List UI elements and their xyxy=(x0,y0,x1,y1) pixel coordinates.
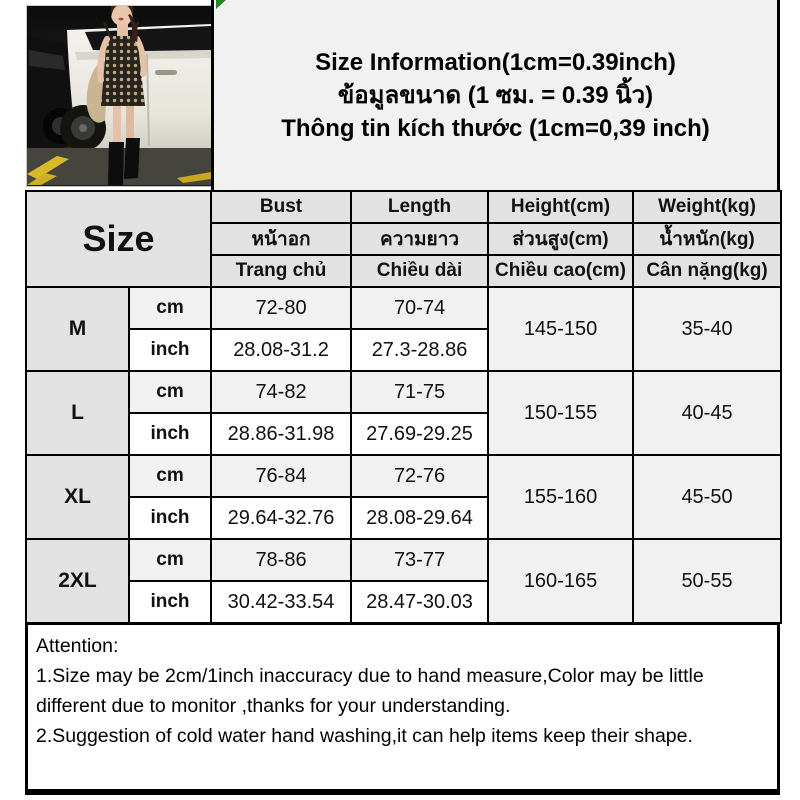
unit-inch-label: inch xyxy=(129,329,211,371)
unit-cm-label: cm xyxy=(129,371,211,413)
product-photo xyxy=(26,5,212,187)
size-label-l: L xyxy=(26,371,129,455)
attention-box xyxy=(25,622,780,795)
bust-inch-xl: 29.64-32.76 xyxy=(211,497,351,539)
size-table xyxy=(25,190,782,624)
title-cell xyxy=(211,0,780,191)
length-cm-m: 70-74 xyxy=(351,287,488,329)
bust-cm-m: 72-80 xyxy=(211,287,351,329)
col-weight-th: น้ำหนัก(kg) xyxy=(633,223,781,255)
weight-xl: 45-50 xyxy=(633,455,781,539)
unit-inch-label: inch xyxy=(129,413,211,455)
size-label-2xl: 2XL xyxy=(26,539,129,623)
size-header: Size xyxy=(26,191,211,287)
weight-2xl: 50-55 xyxy=(633,539,781,623)
length-cm-2xl: 73-77 xyxy=(351,539,488,581)
col-length-en: Length xyxy=(351,191,488,223)
length-inch-2xl: 28.47-30.03 xyxy=(351,581,488,623)
col-bust-vi: Trang chủ xyxy=(211,255,351,287)
bust-inch-l: 28.86-31.98 xyxy=(211,413,351,455)
bust-inch-m: 28.08-31.2 xyxy=(211,329,351,371)
length-inch-l: 27.69-29.25 xyxy=(351,413,488,455)
col-height-th: ส่วนสูง(cm) xyxy=(488,223,633,255)
height-l: 150-155 xyxy=(488,371,633,455)
size-label-m: M xyxy=(26,287,129,371)
bust-cm-l: 74-82 xyxy=(211,371,351,413)
weight-l: 40-45 xyxy=(633,371,781,455)
col-bust-en: Bust xyxy=(211,191,351,223)
bust-cm-xl: 76-84 xyxy=(211,455,351,497)
bust-cm-2xl: 78-86 xyxy=(211,539,351,581)
attention-heading: Attention: xyxy=(36,635,119,657)
unit-cm-label: cm xyxy=(129,455,211,497)
green-corner-marker-icon xyxy=(216,0,226,9)
length-cm-l: 71-75 xyxy=(351,371,488,413)
bust-inch-2xl: 30.42-33.54 xyxy=(211,581,351,623)
col-height-en: Height(cm) xyxy=(488,191,633,223)
title-en: Size Information(1cm=0.39inch) xyxy=(315,48,676,76)
height-2xl: 160-165 xyxy=(488,539,633,623)
height-xl: 155-160 xyxy=(488,455,633,539)
height-m: 145-150 xyxy=(488,287,633,371)
title-th: ข้อมูลขนาด (1 ซม. = 0.39 นิ้ว) xyxy=(337,81,654,109)
size-label-xl: XL xyxy=(26,455,129,539)
unit-cm-label: cm xyxy=(129,539,211,581)
length-inch-m: 27.3-28.86 xyxy=(351,329,488,371)
weight-m: 35-40 xyxy=(633,287,781,371)
col-bust-th: หน้าอก xyxy=(211,223,351,255)
length-cm-xl: 72-76 xyxy=(351,455,488,497)
length-inch-xl: 28.08-29.64 xyxy=(351,497,488,539)
attention-line-1: 1.Size may be 2cm/1inch inaccuracy due to hand measure,Color may be little xyxy=(36,665,704,687)
unit-inch-label: inch xyxy=(129,581,211,623)
col-weight-vi: Cân nặng(kg) xyxy=(633,255,781,287)
product-photo-illustration xyxy=(27,6,211,185)
attention-line-2: different due to monitor ,thanks for your understanding. xyxy=(36,695,511,717)
unit-cm-label: cm xyxy=(129,287,211,329)
col-length-th: ความยาว xyxy=(351,223,488,255)
col-length-vi: Chiều dài xyxy=(351,255,488,287)
attention-line-3: 2.Suggestion of cold water hand washing,it can help items keep their shape. xyxy=(36,725,693,747)
lips xyxy=(118,18,123,21)
col-height-vi: Chiều cao(cm) xyxy=(488,255,633,287)
title-vi: Thông tin kích thước (1cm=0,39 inch) xyxy=(281,114,710,142)
col-weight-en: Weight(kg) xyxy=(633,191,781,223)
unit-inch-label: inch xyxy=(129,497,211,539)
